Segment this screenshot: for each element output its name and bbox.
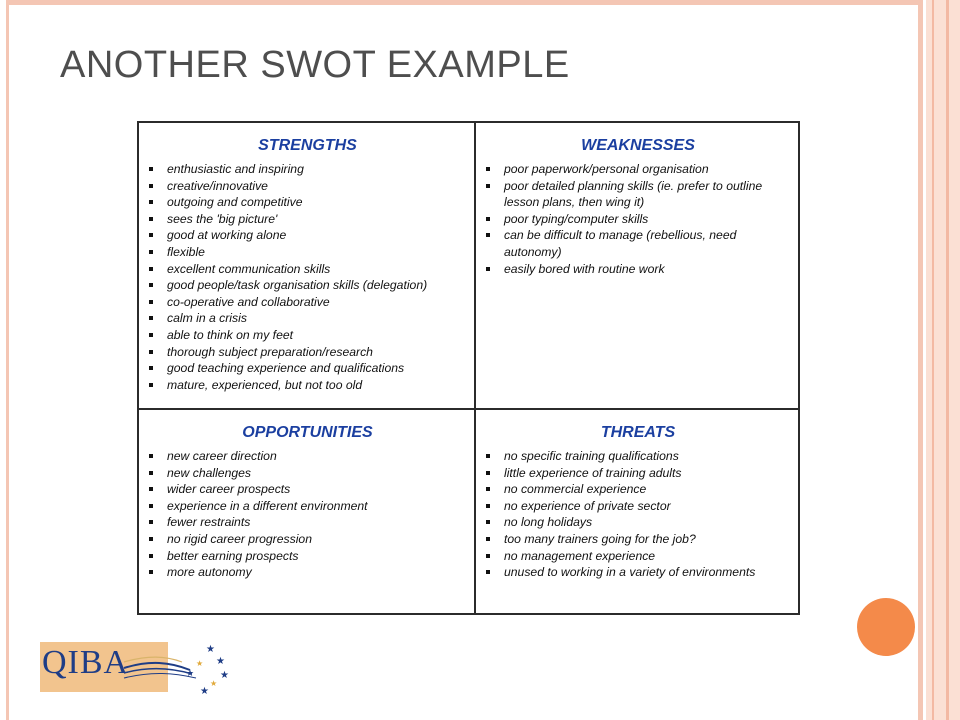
weaknesses-cell <box>476 123 798 410</box>
slide-frame-left <box>6 0 9 720</box>
accent-dot <box>857 598 915 656</box>
list-item: no rigid career progression <box>147 531 468 548</box>
list-item: good people/task organisation skills (delegation) <box>147 277 468 294</box>
list-item: good at working alone <box>147 227 468 244</box>
frame-line <box>932 0 934 720</box>
list-item: better earning prospects <box>147 548 468 565</box>
list-item: unused to working in a variety of environments <box>484 564 792 581</box>
list-item: creative/innovative <box>147 178 468 195</box>
list-item: able to think on my feet <box>147 327 468 344</box>
opportunities-list <box>147 448 468 581</box>
logo-text: QIBA <box>42 644 130 681</box>
list-item: easily bored with routine work <box>484 261 792 278</box>
list-item: no experience of private sector <box>484 498 792 515</box>
list-item: no management experience <box>484 548 792 565</box>
list-item: more autonomy <box>147 564 468 581</box>
list-item: no long holidays <box>484 514 792 531</box>
threats-cell <box>476 410 798 613</box>
slide-frame-right-strip <box>926 0 960 720</box>
weaknesses-heading: WEAKNESSES <box>581 137 695 154</box>
swot-table <box>137 121 800 615</box>
qiba-logo <box>40 640 230 698</box>
opportunities-cell <box>139 410 476 613</box>
weaknesses-list <box>484 161 792 277</box>
slide-frame-right-bar <box>918 0 923 720</box>
list-item: new challenges <box>147 465 468 482</box>
list-item: sees the 'big picture' <box>147 211 468 228</box>
list-item: outgoing and competitive <box>147 194 468 211</box>
list-item: thorough subject preparation/research <box>147 344 468 361</box>
list-item: can be difficult to manage (rebellious, need autonomy) <box>484 227 792 260</box>
list-item: good teaching experience and qualifications <box>147 360 468 377</box>
list-item: poor paperwork/personal organisation <box>484 161 792 178</box>
threats-list <box>484 448 792 581</box>
list-item: poor typing/computer skills <box>484 211 792 228</box>
list-item: no specific training qualifications <box>484 448 792 465</box>
list-item: experience in a different environment <box>147 498 468 515</box>
slide-title: ANOTHER SWOT EXAMPLE <box>60 44 570 86</box>
list-item: enthusiastic and inspiring <box>147 161 468 178</box>
slide-frame-top <box>6 0 920 5</box>
list-item: excellent communication skills <box>147 261 468 278</box>
svg-text:★: ★ <box>216 656 225 667</box>
frame-line <box>946 0 949 720</box>
strengths-cell <box>139 123 476 410</box>
list-item: fewer restraints <box>147 514 468 531</box>
list-item: wider career prospects <box>147 481 468 498</box>
svg-text:★: ★ <box>196 659 204 668</box>
list-item: mature, experienced, but not too old <box>147 377 468 394</box>
svg-text:★: ★ <box>220 670 229 681</box>
strengths-heading: STRENGTHS <box>258 137 357 154</box>
svg-text:★: ★ <box>200 686 209 697</box>
list-item: calm in a crisis <box>147 310 468 327</box>
list-item: little experience of training adults <box>484 465 792 482</box>
list-item: new career direction <box>147 448 468 465</box>
list-item: no commercial experience <box>484 481 792 498</box>
list-item: flexible <box>147 244 468 261</box>
list-item: poor detailed planning skills (ie. prefer to outline lesson plans, then wing it) <box>484 178 792 211</box>
threats-heading: THREATS <box>600 424 676 441</box>
list-item: co-operative and collaborative <box>147 294 468 311</box>
list-item: too many trainers going for the job? <box>484 531 792 548</box>
svg-text:★: ★ <box>206 644 215 655</box>
svg-text:★: ★ <box>186 669 195 679</box>
strengths-list <box>147 161 468 393</box>
svg-text:★: ★ <box>210 679 218 688</box>
opportunities-heading: OPPORTUNITIES <box>242 424 373 441</box>
